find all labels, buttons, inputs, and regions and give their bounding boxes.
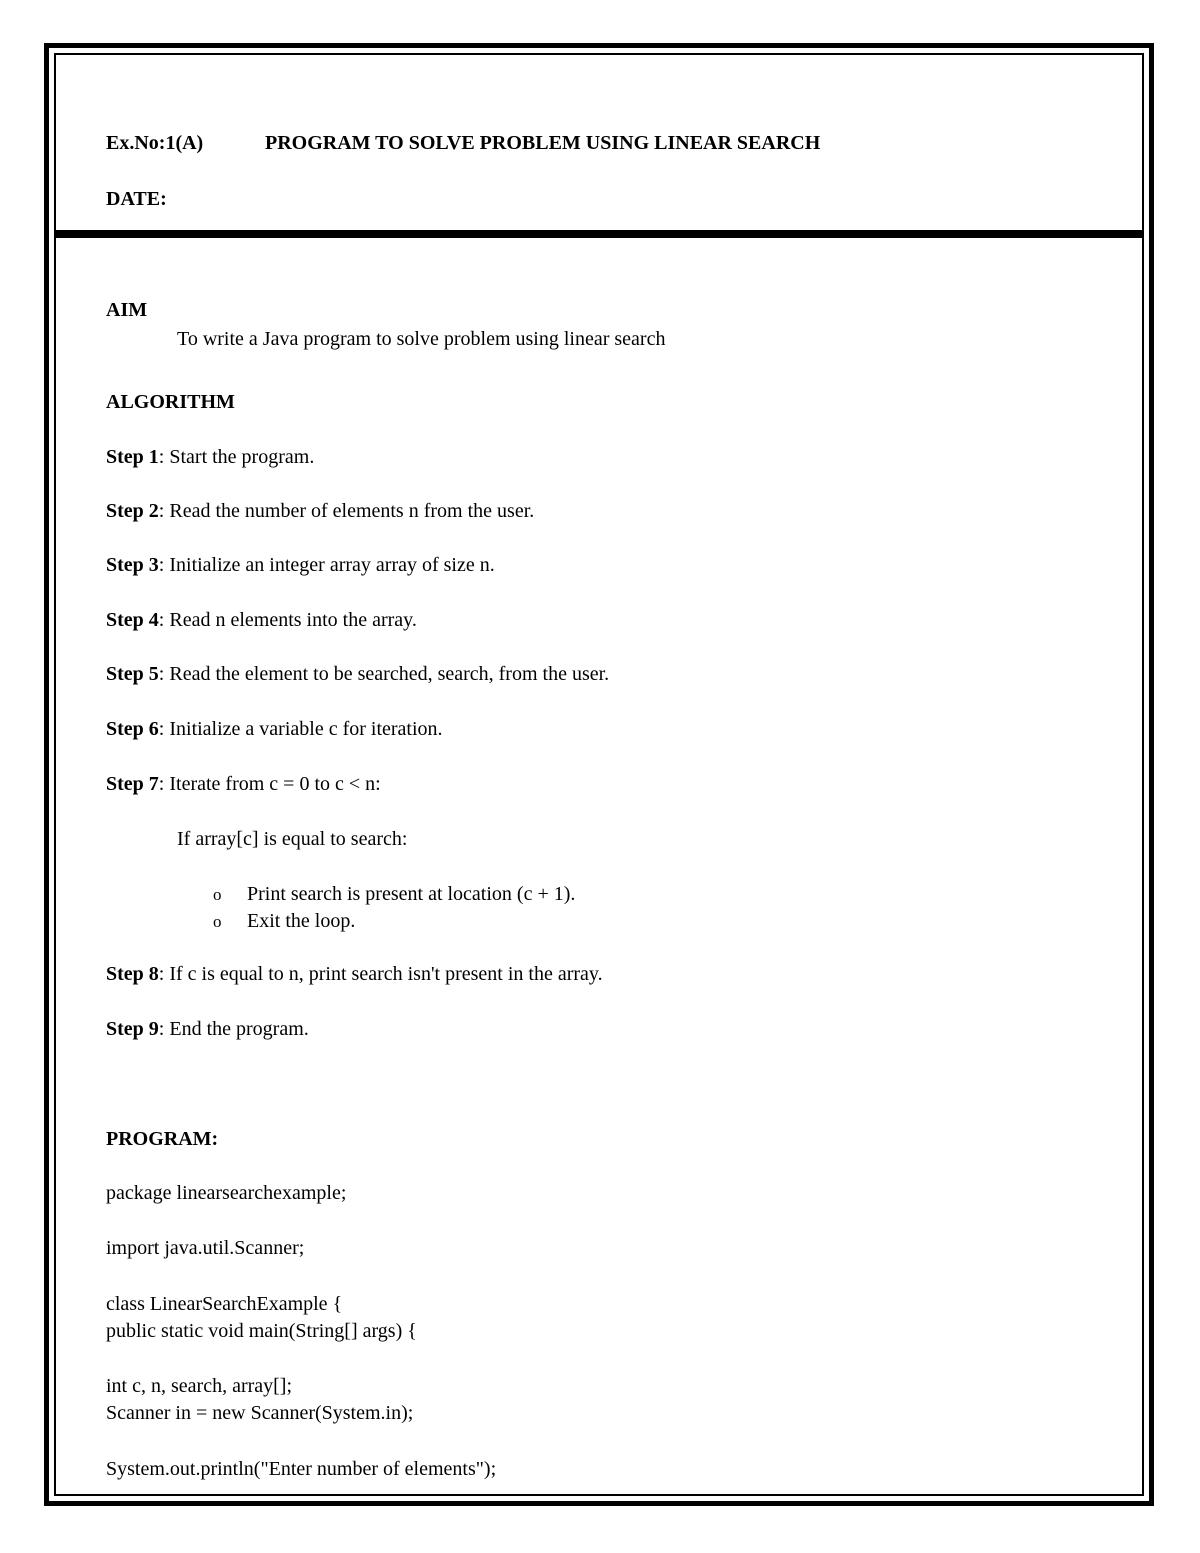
- step-label: Step 9: [106, 1018, 159, 1040]
- algorithm-step: [106, 499, 534, 523]
- step-text: : Read n elements into the array.: [158, 609, 417, 631]
- step-label: Step 8: [106, 963, 159, 985]
- algorithm-step: [106, 608, 417, 632]
- code-line: int c, n, search, array[];: [106, 1375, 293, 1397]
- step-text: : If c is equal to n, print search isn't present in the array.: [158, 963, 603, 985]
- exercise-number: Ex.No:1(A): [106, 132, 204, 154]
- code-line: System.out.println("Enter number of elements");: [106, 1458, 497, 1480]
- bullet-glyph: o: [213, 885, 222, 904]
- step7-bullet: Print search is present at location (c + 1).: [247, 883, 576, 905]
- algorithm-step: [106, 553, 495, 577]
- step-label: Step 4: [106, 609, 159, 631]
- step-text: : Read the element to be searched, search, from the user.: [158, 663, 610, 685]
- algorithm-step: [106, 772, 381, 796]
- step-text: : Initialize an integer array array of size n.: [158, 554, 495, 576]
- algorithm-step: [106, 717, 443, 741]
- step-text: : Start the program.: [158, 446, 315, 468]
- bullet-glyph: o: [213, 912, 222, 931]
- step-label: Step 5: [106, 663, 159, 685]
- step-text: : Initialize a variable c for iteration.: [158, 718, 443, 740]
- step-text: : Iterate from c = 0 to c < n:: [158, 773, 381, 795]
- algorithm-step: [106, 445, 314, 469]
- step-label: Step 1: [106, 446, 159, 468]
- step-label: Step 3: [106, 554, 159, 576]
- step-label: Step 7: [106, 773, 159, 795]
- date-label: DATE:: [106, 188, 167, 210]
- code-line: import java.util.Scanner;: [106, 1237, 305, 1259]
- document-title: PROGRAM TO SOLVE PROBLEM USING LINEAR SEARCH: [265, 132, 821, 154]
- algorithm-step: [106, 662, 609, 686]
- algorithm-heading: ALGORITHM: [106, 391, 235, 413]
- step7-condition: If array[c] is equal to search:: [177, 828, 408, 850]
- step-label: Step 6: [106, 718, 159, 740]
- program-heading: PROGRAM:: [106, 1128, 219, 1150]
- algorithm-step: [106, 962, 603, 986]
- step-label: Step 2: [106, 500, 159, 522]
- step7-bullet: Exit the loop.: [247, 910, 356, 932]
- code-line: package linearsearchexample;: [106, 1182, 347, 1204]
- step-text: : End the program.: [158, 1018, 309, 1040]
- aim-text: To write a Java program to solve problem using linear search: [177, 328, 666, 350]
- aim-heading: AIM: [106, 299, 148, 321]
- step-text: : Read the number of elements n from the user.: [158, 500, 535, 522]
- algorithm-step: [106, 1017, 309, 1041]
- code-line: class LinearSearchExample {: [106, 1293, 343, 1315]
- header-divider: [54, 230, 1144, 238]
- code-line: public static void main(String[] args) {: [106, 1320, 417, 1342]
- code-line: Scanner in = new Scanner(System.in);: [106, 1402, 414, 1424]
